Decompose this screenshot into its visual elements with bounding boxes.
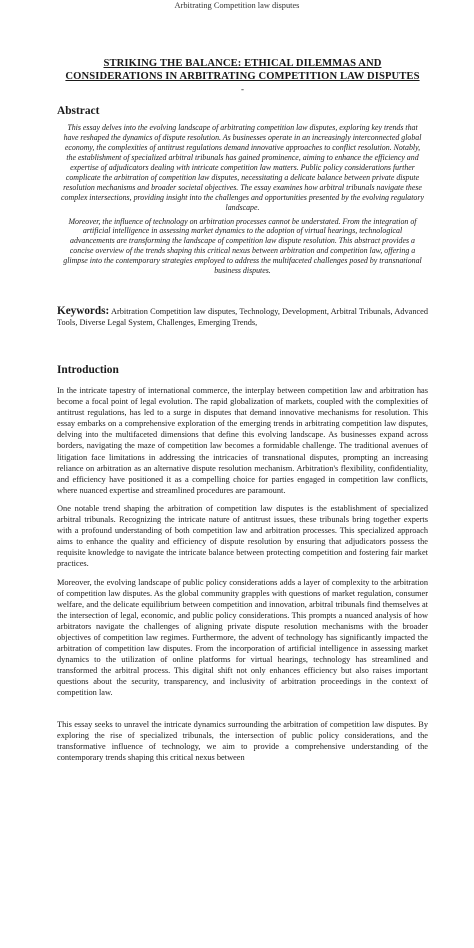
keywords-label: Keywords:: [57, 305, 110, 317]
abstract-heading: Abstract: [57, 105, 100, 118]
keywords-text: Arbitration Competition law disputes, Technology, Development, Arbitral Tribunals, Advanced Tools, Diverse Legal System, Challenges, Emerging Trends,: [57, 307, 429, 327]
introduction-paragraph: Moreover, the evolving landscape of public policy considerations adds a layer of complexity to the arbitration of competition law disputes. As the global community grapples with questions of market regulation, consumer welfare, and the delicate equilibrium between competition and innovation, arbitral tribunals find themselves at the intersection of legal, economic, and public policy considerations. This prompts a nuanced analysis of how arbitrators navigate the challenges of aligning private dispute resolution mechanisms with the broader objectives of competition law regimes. Furthermore, the advent of technology has significantly impacted the arbitration of competition law disputes. From the incorporation of artificial intelligence in assessing market dynamics to the utilization of online platforms for virtual hearings, technology has streamlined and transformed the arbitral process. This digital shift not only enhances efficiency but also raises important questions about the security, transparency, and inclusivity of arbitration proceedings in the context of competition law.: [57, 577, 428, 698]
title-mark: -: [241, 84, 244, 95]
abstract-paragraph: This essay delves into the evolving landscape of arbitrating competition law disputes, exploring key trends that have reshaped the dynamics of dispute resolution. As businesses operate in an increasingly interconnected global economy, the complexities of antitrust regulations demand innovative approaches to conflict resolution. Notably, the establishment of specialized arbitral tribunals has gained prominence, aiming to enhance the efficiency and expertise of adjudicators dealing with intricate competition law matters. Public policy considerations further complicate the arbitration of competition law disputes, necessitating a delicate balance between private dispute resolution mechanisms and broader societal objectives. The essay examines how arbitral tribunals navigate these complex intersections, providing insight into the challenges and opportunities presented by the evolving regulatory landscape.: [61, 123, 424, 212]
introduction-heading: Introduction: [57, 364, 119, 376]
running-header: Arbitrating Competition law disputes: [174, 1, 300, 10]
abstract-paragraph: Moreover, the influence of technology on arbitration processes cannot be understated. From the integration of artificial intelligence in assessing market dynamics to the adoption of virtual hearings, technological advancements are transforming the landscape of competition law dispute resolution. This abstract provides a concise overview of the trends shaping this critical nexus between arbitration and competition law, offering a glimpse into the contemporary strategies employed to address the multifaceted challenges posed by transnational business disputes.: [63, 216, 422, 276]
introduction-paragraph: In the intricate tapestry of international commerce, the interplay between competition law and arbitration has become a focal point of legal evolution. The rapid globalization of markets, coupled with the complexities of antitrust regulations, has led to a surge in disputes that demand innovative mechanisms for resolution. This essay embarks on a comprehensive exploration of the emerging trends in arbitrating competition law disputes, delving into the multifaceted dimensions that define this evolving landscape. As businesses expand across borders, navigating the maze of competition law becomes a formidable challenge. The traditional avenues of litigation face limitations in addressing the intricacies of transnational disputes, prompting an increasing reliance on arbitration as an alternative dispute resolution mechanism. Arbitration's flexibility, confidentiality, and efficiency have positioned it as a compelling choice for parties engaged in competition law conflicts, where nuanced expertise and streamlined procedures are paramount.: [57, 386, 428, 495]
keywords: [57, 306, 428, 328]
introduction-paragraph: One notable trend shaping the arbitration of competition law disputes is the establishment of specialized arbitral tribunals. Recognizing the intricate nature of antitrust issues, these tribunals bring together experts with a profound understanding of both competition law and arbitration processes. This specialized approach aims to enhance the quality and efficiency of dispute resolution by ensuring that adjudicators possess the requisite knowledge to navigate the intricate balance between protecting competition and fostering fair market practices.: [57, 503, 428, 569]
introduction-paragraph: This essay seeks to unravel the intricate dynamics surrounding the arbitration of competition law disputes. By exploring the rise of specialized tribunals, the intersection of public policy considerations, and the transformative influence of technology, we aim to provide a comprehensive understanding of the contemporary trends shaping this critical nexus between: [57, 719, 428, 762]
document-page: [57, 57, 428, 770]
paper-title: STRIKING THE BALANCE: ETHICAL DILEMMAS AND CONSIDERATIONS IN ARBITRATING COMPETITION LAW DISPUTES: [65, 58, 420, 83]
